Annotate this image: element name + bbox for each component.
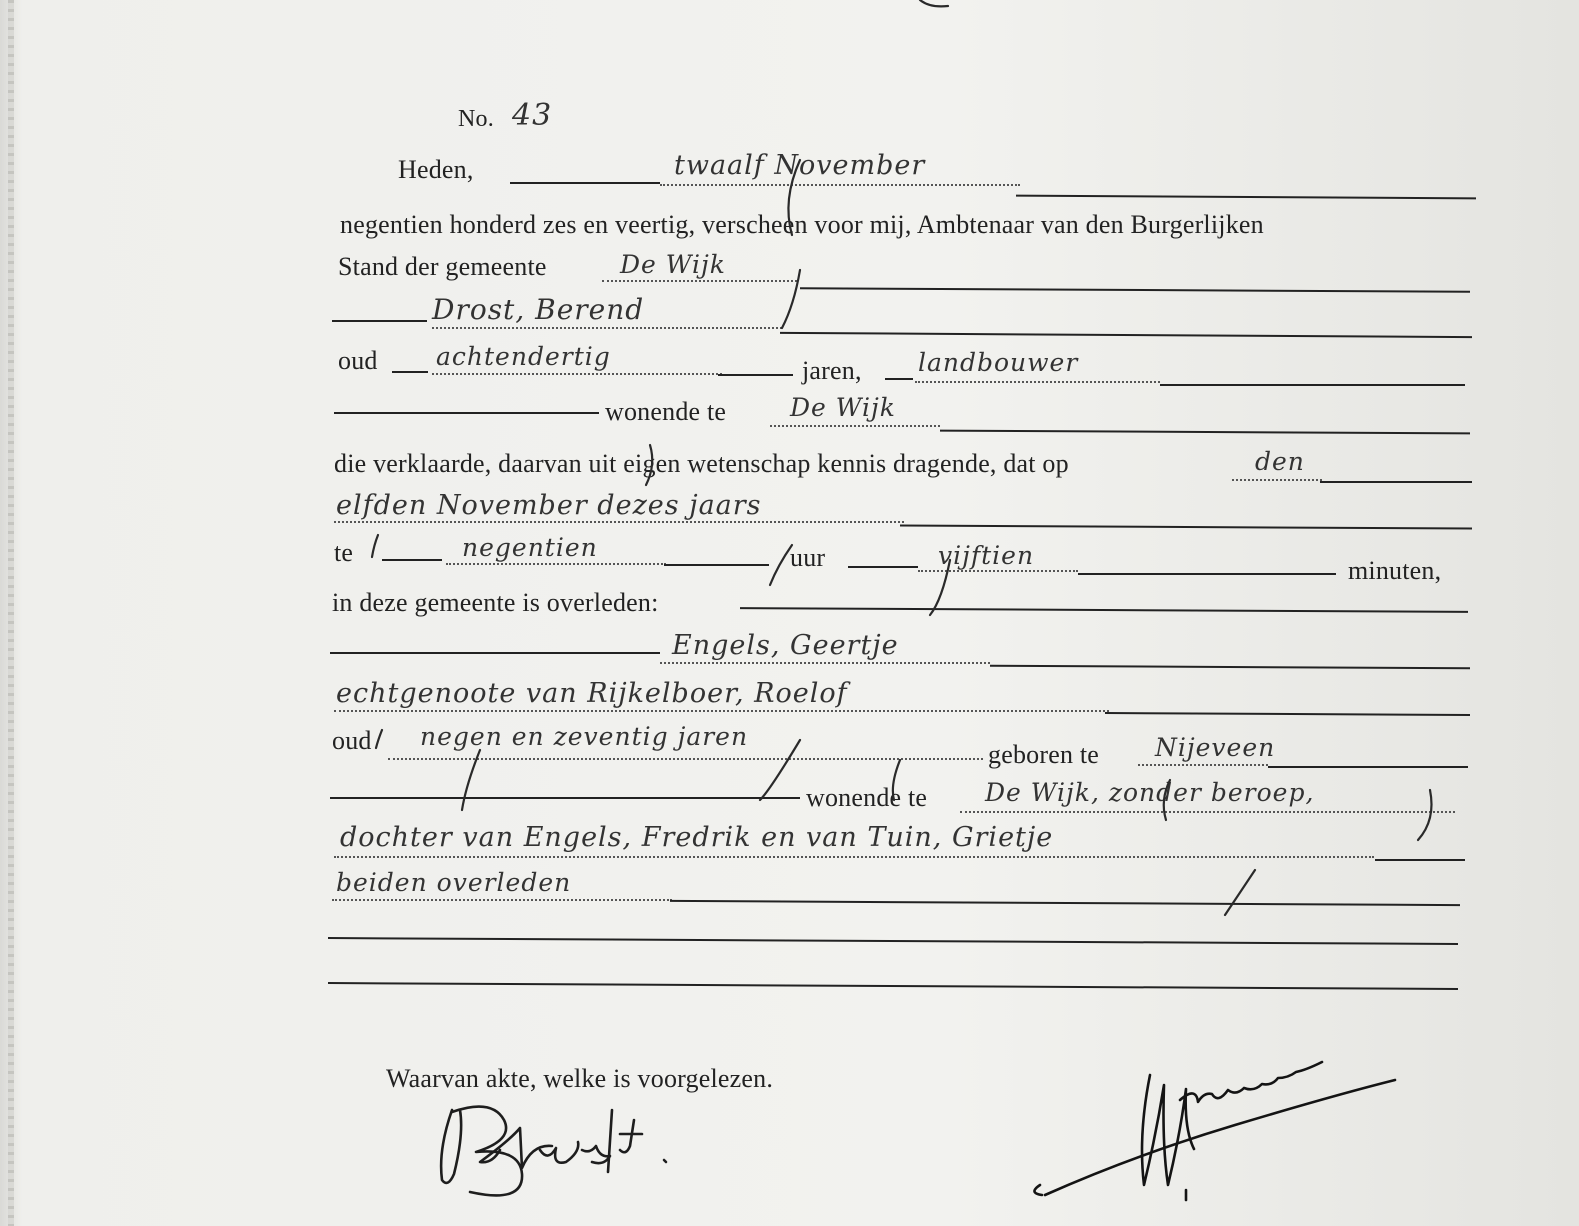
gemeente-handwritten: De Wijk [620,250,726,279]
oud-label-1: oud [338,346,378,375]
age-declarant-handwritten: achtendertig [436,342,611,371]
birthplace-handwritten: Nijeveen [1155,733,1276,762]
overleden-text: in deze gemeente is overleden: [332,588,659,617]
uur-label: uur [790,543,826,572]
death-date-handwritten: elfden November dezes jaars [336,490,762,521]
number-label: No. [458,106,494,132]
oud-label-2: oud [332,726,372,755]
wonende-label-2: wonende te [806,783,928,812]
wonende-label-1: wonende te [605,397,727,426]
minutes-handwritten: vijftien [938,541,1035,570]
residence-deceased-handwritten: De Wijk, zonder beroep, [985,778,1315,807]
deceased-name-handwritten: Engels, Geertje [672,630,899,661]
declarant-handwritten: Drost, Berend [432,293,645,326]
spouse-handwritten: echtgenoote van Rijkelboer, Roelof [336,678,848,709]
occupation-handwritten: landbouwer [918,348,1079,377]
te-label: te [334,538,354,567]
number-value: 43 [512,98,553,133]
parents-status-handwritten: beiden overleden [336,868,572,897]
verklaarde-text: die verklaarde, daarvan uit eigen wetenschap kennis dragende, dat op [334,449,1069,478]
geboren-label: geboren te [988,740,1100,769]
den-handwritten: den [1255,447,1305,476]
heden-label: Heden, [398,155,474,184]
closing-text: Waarvan akte, welke is voorgelezen. [386,1064,774,1093]
minuten-label: minuten, [1348,556,1442,585]
age-deceased-handwritten: negen en zeventig jaren [420,722,749,751]
printed-line-2: negentien honderd zes en veertig, verscheen voor mij, Ambtenaar van den Burgerlijken [340,210,1264,239]
residence-declarant-handwritten: De Wijk [790,393,896,422]
jaren-label: jaren, [802,356,862,385]
stand-label: Stand der gemeente [338,252,547,281]
parents-handwritten: dochter van Engels, Fredrik en van Tuin, Grietje [340,822,1054,853]
date-handwritten: twaalf November [674,150,926,181]
hour-handwritten: negentien [462,533,598,562]
